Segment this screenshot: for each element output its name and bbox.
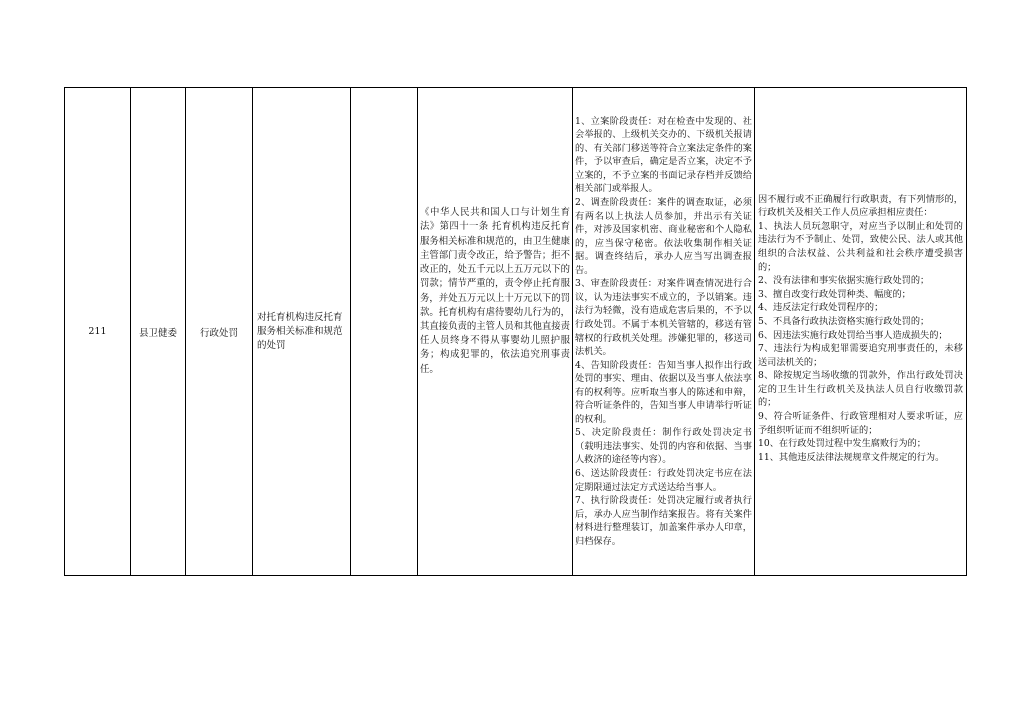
legal-basis-cell <box>418 88 573 576</box>
department-name: 县卫健委 <box>138 327 177 339</box>
responsibilities-cell <box>573 88 755 576</box>
legal-basis-text: 《中华人民共和国人口与计划生育法》第四十一条 托育机构违反托育服务相关标准和规范的，由卫生健康主管部门责令改正，给予警告；拒不改正的，处五千元以上五万元以下的罚款；情节严重的，责令停止托育服务，并处五万元以上十万元以下的罚款。托育机构有虐待婴幼儿行为的，其直接负责的主管人员和其他直接责任人员终身不得从事婴幼儿照护服务；构成犯罪的，依法追究刑事责任。 <box>420 207 571 375</box>
power-type: 行政处罚 <box>199 327 238 339</box>
sub-item-cell <box>351 88 418 576</box>
department-cell <box>131 88 186 576</box>
power-type-cell <box>186 88 253 576</box>
power-list-table <box>64 87 967 576</box>
table-row <box>65 88 967 576</box>
item-name: 对托育机构违反托育服务相关标准和规范的处罚 <box>257 311 343 351</box>
responsibilities-text: 1、立案阶段责任：对在检查中发现的、社会举报的、上级机关交办的、下级机关报请的、有关部门移送等符合立案法定条件的案件，予以审查后，确定是否立案，决定不予立案的，不予立案的书面记录存档并反馈给相关部门或举报人。 2、调查阶段责任：案件的调查取证，必须有两名以上执法人员参加，并出示有关证件，对涉及国家机密、商业秘密和个人隐私的，应当保守秘密。依法收集制作相关证据。调查终结后，承办人应当写出调查报告。 3、审查阶段责任：对案件调查情况进行合议，认为违法事实不成立的，予以销案。违法行为轻微，没有造成危害后果的，不予以行政处罚。不属于本机关管辖的，移送有管辖权的行政机关处理。涉嫌犯罪的，移送司法机关。 4、告知阶段责任：告知当事人拟作出行政处罚的事实、理由、依据以及当事人依法享有的权利等。应听取当事人的陈述和申辩，符合听证条件的，告知当事人申请举行听证的权利。 5、决定阶段责任：制作行政处罚决定书（载明违法事实、处罚的内容和依据、当事人救济的途径等内容）。 6、送达阶段责任：行政处罚决定书应在法定期限通过法定方式送达给当事人。 7、执行阶段责任：处罚决定履行或者执行后，承办人应当制作结案报告。将有关案件材料进行整理装订，加盖案件承办人印章，归档保存。 <box>575 115 752 547</box>
accountability-cell <box>755 88 967 576</box>
item-number: 211 <box>88 326 107 337</box>
item-name-cell <box>253 88 351 576</box>
item-number-cell <box>65 88 131 576</box>
accountability-text: 因不履行或不正确履行行政职责，有下列情形的，行政机关及相关工作人员应承担相应责任： 1、执法人员玩忽职守，对应当予以制止和处罚的违法行为不予制止、处罚，致使公民、法人或其他组织的合法权益、公共利益和社会秩序遭受损害的； 2、没有法律和事实依据实施行政处罚的； 3、擅自改变行政处罚种类、幅度的； 4、违反法定行政处罚程序的； 5、不具备行政执法资格实施行政处罚的； 6、因违法实施行政处罚给当事人造成损失的； 7、违法行为构成犯罪需要追究刑事责任的，未移送司法机关的； 8、除按规定当场收缴的罚款外，作出行政处罚决定的卫生计生行政机关及执法人员自行收缴罚款的； 9、符合听证条件、行政管理相对人要求听证，应予组织听证而不组织听证的； 10、在行政处罚过程中发生腐败行为的； 11、其他违反法律法规规章文件规定的行为。 <box>758 193 963 463</box>
